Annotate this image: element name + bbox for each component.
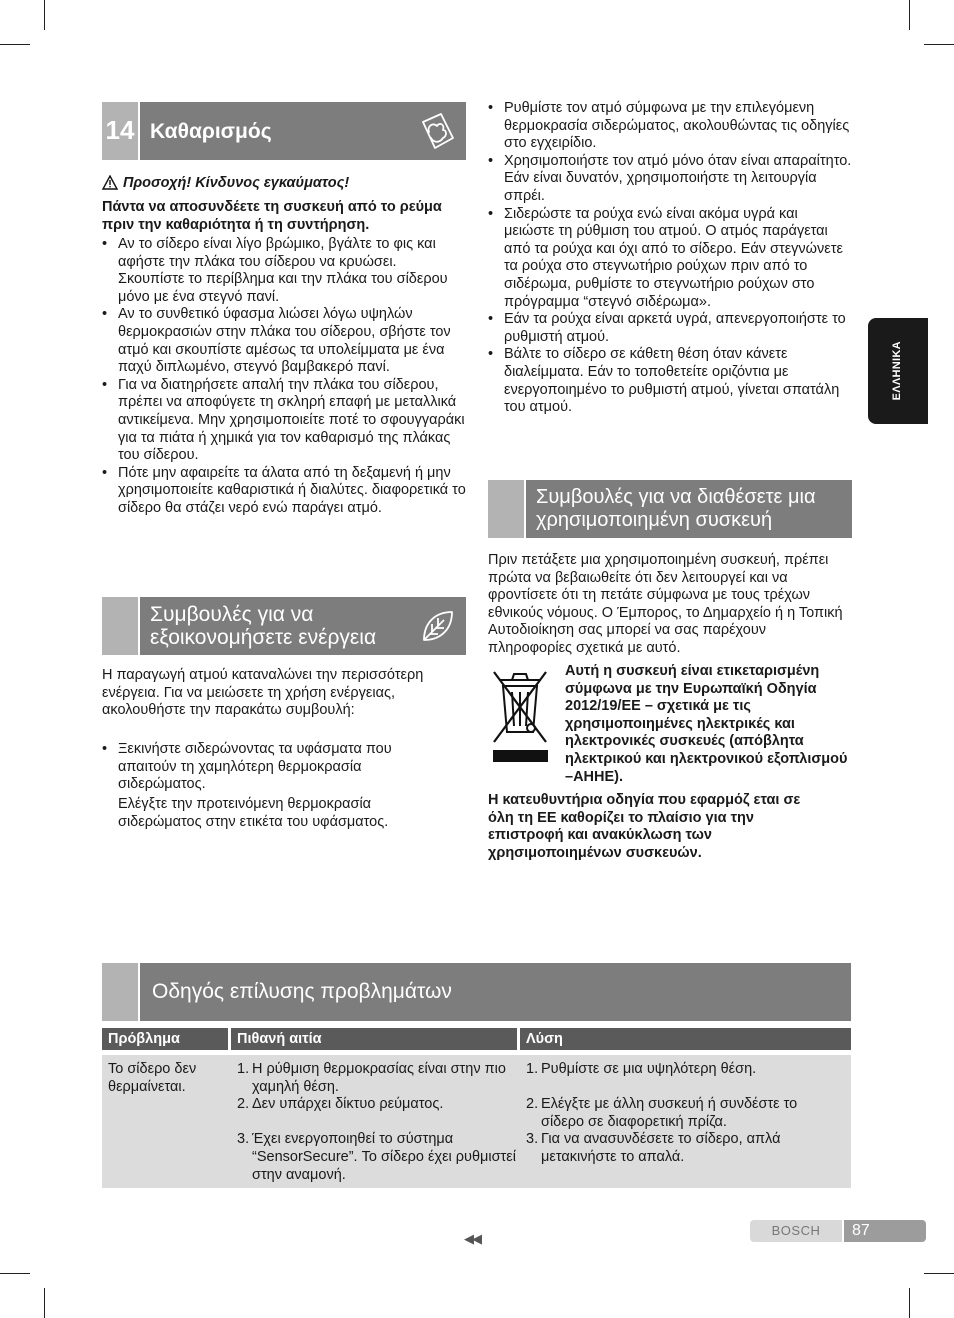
list-item: • Αν το σίδερο είναι λίγο βρώμικο, βγάλτε το φις και αφήστε την πλάκα του σίδερου να κρυώσει. Σκουπίστε το περίβλημα και την πλάκα του σίδερου μόνο με ένα στεγνό πανί. [102, 236, 466, 306]
list-item: 1. Η ρύθμιση θερμοκρασίας είναι στην πιο χαμηλή θέση. [237, 1061, 506, 1095]
list-item: 2. Ελέγξτε με άλλη συσκευή ή συνδέστε το σίδερο σε διαφορετική πρίζα. [526, 1096, 798, 1130]
list-item: • Εάν τα ρούχα είναι αρκετά υγρά, απενεργοποιήστε το ρυθμιστή ατμού. [488, 311, 852, 346]
cleaning-warning [102, 175, 466, 196]
list-item: • Ξεκινήστε σιδερώνοντας τα υφάσματα που απαιτούν τη χαμηλότερη θερμοκρασία σιδερώματος. [102, 741, 432, 794]
cleaning-section-header [102, 102, 466, 160]
energy-bullets [102, 741, 432, 794]
leaf-icon [410, 597, 466, 655]
list-item: 3. Για να ανασυνδέσετε το σίδερο, απλά μετακινήστε το απαλά. [526, 1131, 781, 1165]
energy-sub-paragraph: Ελέγξτε την προτεινόμενη θερμοκρασία σιδερώματος στην ετικέτα του υφάσματος. [118, 796, 389, 830]
energy-intro: Η παραγωγή ατμού καταναλώνει την περισσότερη ενέργεια. Για να μειώσετε τη χρήση ενέργειας, ακολουθήστε την παρακάτω συμβουλή: [102, 667, 424, 719]
section-title: Συμβουλές για να διαθέσετε μια χρησιμοποιημένη συσκευή [536, 486, 816, 531]
disposal-intro: Πριν πετάξετε μια χρησιμοποιημένη συσκευή, πρέπει πρώτα να βεβαιωθείτε ότι δεν λειτουργεί και να φροντίσετε ότι τη πετάτε σύμφωνα με τους τρέχων εθνικούς νόμους. Ο Έμπορος, το Δημαρχείο ή η Τοπική Αυτοδιοίκηση σας μπορεί να σας παρέχουν πληροφορίες σχετικά με αυτό. [488, 552, 843, 656]
troubleshooting-header [102, 963, 851, 1021]
cleaning-hand-icon [410, 102, 466, 160]
crop-mark [44, 0, 45, 30]
energy-section-header [102, 597, 466, 655]
list-item: • Πότε μην αφαιρείτε τα άλατα από τη δεξαμενή ή μην χρησιμοποιείτε καθαριστικά ή διαλύτες. διαφορετικά το σίδερο θα στάζει νερό ενώ παράγει ατμό. [102, 465, 466, 518]
energy-more-bullets [488, 100, 852, 417]
crop-mark [0, 1273, 30, 1274]
section-stub [102, 597, 140, 655]
crop-mark [909, 0, 910, 30]
list-item: • Για να διατηρήσετε απαλή την πλάκα του σίδερου, πρέπει να αποφύγετε τη σκληρή επαφή με μεταλλικά αντικείμενα. Μην χρησιμοποιείτε ποτέ το σφουγγαράκι για τα πιάτα ή χημικά για τον καθαρισμό της πλάκας του σίδερου. [102, 377, 466, 465]
back-nav-arrows[interactable]: ◀◀ [464, 1231, 480, 1246]
list-item: • Αν το συνθετικό ύφασμα λιώσει λόγω υψηλών θερμοκρασιών στην πλάκα του σίδερου, σβήστε τον ατμό και σκουπίστε αμέσως τα υπολείμματα με ένα παχύ διπλωμένο, στεγνό βαμβακερό πανί. [102, 306, 466, 376]
list-item: • Βάλτε το σίδερο σε κάθετη θέση όταν κάνετε διαλείμματα. Εάν το τοποθετείτε οριζόντια με ενεργοποιημένο το ρυθμιστή ατμού, γίνεται σπατάλη του ατμού. [488, 346, 852, 416]
disposal-section-header [488, 480, 852, 538]
table-cell-problem [102, 1055, 851, 1188]
cleaning-bold-intro: Πάντα να αποσυνδέετε τη συσκευή από το ρεύμα πριν την καθαριότητα ή τη συντήρηση. [102, 199, 442, 233]
weee-text: Αυτή η συσκευή είναι ετικεταρισμένη σύμφωνα με την Ευρωπαϊκή Οδηγία 2012/19/ΕΕ – σχετικά με τις χρησιμοποιημένες ηλεκτρικές και ηλεκτρονικές συσκευές (απόβλητα ηλεκτρικού και ηλεκτρονικού εξοπλισμού –ΑΗΗΕ). [565, 663, 848, 785]
warning-text: Προσοχή! Κίνδυνος εγκαύματος! [123, 175, 350, 191]
crop-mark [909, 1288, 910, 1318]
list-item: 1. Ρυθμίστε σε μια υψηλότερη θέση. [526, 1061, 757, 1077]
list-item: 2. Δεν υπάρχει δίκτυο ρεύματος. [237, 1096, 444, 1113]
crop-mark [44, 1288, 45, 1318]
section-title: Καθαρισμός [150, 119, 272, 143]
crossed-out-wheelie-bin-icon [490, 666, 550, 766]
brand-label: BOSCH [750, 1220, 842, 1242]
directive-text: Η κατευθυντήρια οδηγία που εφαρμόζ εται σε όλη τη ΕΕ καθορίζει το πλαίσιο για την επιστροφή και ανακύκλωση των χρησιμοποιημένων συσκευών. [488, 792, 801, 861]
list-item: • Ρυθμίστε τον ατμό σύμφωνα με την επιλεγόμενη θερμοκρασία σιδερώματος, ακολουθώντας τις οδηγίες στο εγχειρίδιο. [488, 100, 852, 153]
cause-list [237, 1061, 517, 1184]
section-stub [488, 480, 526, 538]
crop-mark [0, 44, 30, 45]
section-stub [102, 963, 140, 1021]
crop-mark [924, 44, 954, 45]
cleaning-bullets [102, 236, 466, 518]
crop-mark [924, 1273, 954, 1274]
solution-list [526, 1061, 841, 1167]
table-header-solution: Λύση [520, 1028, 851, 1050]
table-header-cause: Πιθανή αιτία [231, 1028, 517, 1050]
section-number: 14 [102, 102, 140, 160]
table-header-problem: Πρόβλημα [102, 1028, 228, 1050]
list-item: 3. Έχει ενεργοποιηθεί το σύστημα “SensorSecure”. Το σίδερο έχει ρυθμιστεί στην αναμονή. [237, 1131, 516, 1183]
page-number: 87 [844, 1220, 926, 1242]
language-label: ΕΛΛΗΝΙΚΑ [891, 341, 904, 401]
language-tab [868, 318, 928, 424]
list-item: • Χρησιμοποιήστε τον ατμό μόνο όταν είναι απαραίτητο. Εάν είναι δυνατόν, χρησιμοποιήστε τη λειτουργία σπρέι. [488, 153, 852, 206]
list-item: • Σιδερώστε τα ρούχα ενώ είναι ακόμα υγρά και μειώστε τη ρύθμιση του ατμού. Ο ατμός παράγεται από τα ρούχα και όχι από το σίδερο. Εάν στεγνώνετε τα ρούχα στο στεγνωτήριο ρούχων πριν από το σιδέρωμα, ρυθμίστε το στεγνωτήριο ρούχων στο πρόγραμμα “στεγνό σιδέρωμα». [488, 206, 852, 312]
warning-triangle-icon [102, 175, 118, 196]
section-title: Οδηγός επίλυσης προβλημάτων [152, 980, 452, 1004]
section-title: Συμβουλές για να εξοικονομήσετε ενέργεια [150, 603, 377, 649]
problem-text: Το σίδερο δεν θερμαίνεται. [108, 1061, 197, 1095]
